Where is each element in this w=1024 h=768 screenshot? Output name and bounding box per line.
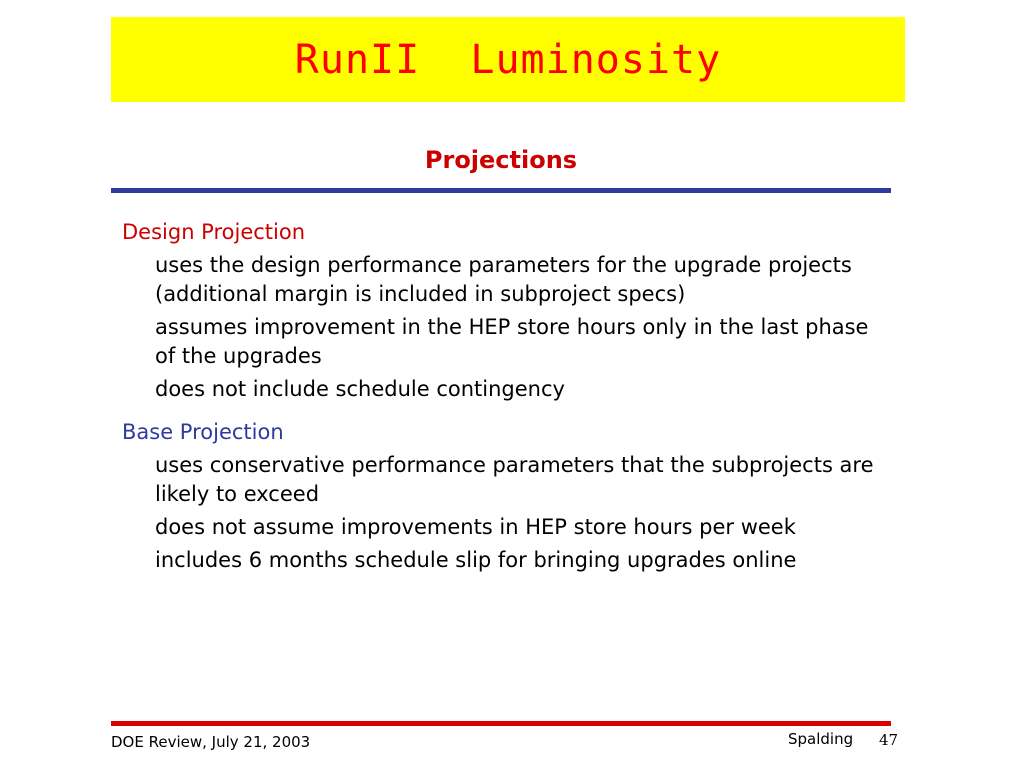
base-point-1: uses conservative performance parameters that the subprojects are likely to exceed xyxy=(155,453,874,506)
footer-author: Spalding xyxy=(788,730,854,748)
base-projection-section xyxy=(122,418,892,575)
slide-content xyxy=(122,218,892,589)
base-projection-heading: Base Projection xyxy=(122,420,284,444)
design-point-1: uses the design performance parameters for the upgrade projects (additional margin is included in subproject specs) xyxy=(155,253,852,306)
top-divider xyxy=(111,188,891,193)
page-number: 47 xyxy=(879,731,899,749)
design-projection-section xyxy=(122,218,892,404)
base-point-2: does not assume improvements in HEP store hours per week xyxy=(155,515,796,539)
design-point-3: does not include schedule contingency xyxy=(155,377,565,401)
bottom-divider xyxy=(111,721,891,726)
design-point-2: assumes improvement in the HEP store hours only in the last phase of the upgrades xyxy=(155,315,869,368)
title-banner xyxy=(111,17,905,102)
slide-title: RunII Luminosity xyxy=(294,36,722,83)
footer-event-date: DOE Review, July 21, 2003 xyxy=(111,733,311,751)
base-point-3: includes 6 months schedule slip for bringing upgrades online xyxy=(155,548,797,572)
slide-subtitle: Projections xyxy=(424,146,578,174)
design-projection-heading: Design Projection xyxy=(122,220,306,244)
